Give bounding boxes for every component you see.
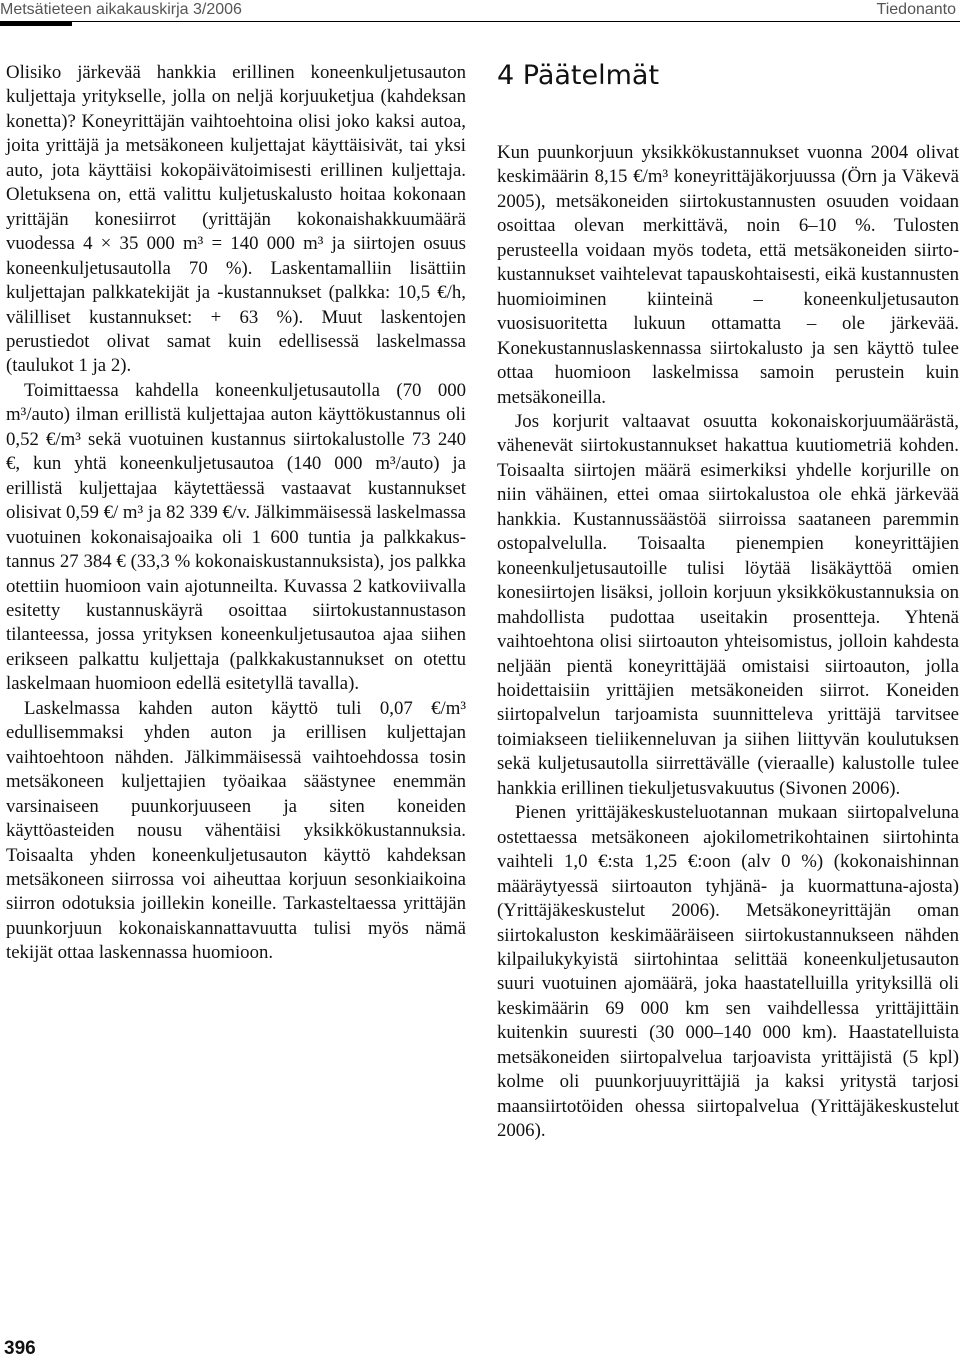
paragraph: Jos korjurit valtaavat osuutta kokonaiskorjuumäärästä, vähenevät siirtokustannukset hakattua kuutiometriä kohden. Toisaalta siirtojen määrä esimerkiksi yhdelle korjurille on niin vähäinen, ettei omaa siirtokalustoa ole ehkä järkevää hankkia. Kustannussäästöä siirroissa saataneen paremmin ostopalvelulla. Toisaalta pienempien koneyrittäjien koneenkuljetusautoille tulisi löytää lisäkäyttöä omien konesiirtojen lisäksi, jolloin korjuun yksikkökustannuksia on mahdollista pudottaa useitakin prosentteja. Yhtenä vaihtoehtona olisi siirtoauton yhteisomistus, jolloin kahdesta neljään pientä koneyrittäjää omistaisi siirtoauton, jolla hoidettaisiin yrittäjien metsäkoneiden siirrot. Koneiden siirtopalvelun tarjoamista suunnitteleva yrittäjä tarvitsee toimiakseen tieliikenneluvan ja siihen liittyvän koulutuksen sekä kuljetusautolla siirrettävälle (vieraalle) kalustolle tulee hankkia erillinen tiekuljetusvakuutus (Sivonen 2006). [497,410,959,799]
paragraph: Kun puunkorjuun yksikkökustannukset vuonna 2004 olivat keskimäärin 8,15 €/m³ koneyrittäjäkorjuussa (Örn ja Väkevä 2005), metsäkoneiden siirtokustannusten osuuden voidaan osoittaa olevan merkittävä, noin 6–10 %. Tulosten perusteella voidaan myös todeta, että metsäkoneiden siirtokustannukset vaihtelevat tapauskohtaisesti, eikä kustannusten huomioiminen kiinteinä – koneenkuljetusauton vuosisuoritetta lukuun ottamatta – ole järkevää. Konekustannuslaskennassa siirtokalusto ja sen käyttö tulee ottaa huomioon laskelmissa samoin perustein kuin metsäkoneilla. [497,142,959,408]
header-rule-accent [0,21,72,26]
section-heading: 4 Päätelmät [497,60,660,91]
right-column [497,141,959,1144]
paragraph: Olisiko järkevää hankkia erillinen koneenkuljetusauton kuljettaja yritykselle, jolla on neljä korjuuketjua (kahdeksan konetta)? Koneyrittäjän vaihtoehtoina olisi joko kaksi autoa, joita yrittäjä ja metsäkoneen kuljettajat käyttäisivät, tai yksi auto, jota käyttäisi kokopäivätoimisesti erillinen kuljettaja. Oletuksena on, että valittu kuljetuskalusto hoitaa kokonaan yrittäjän konesiirrot (yrittäjän kokonaishakkuumäärä vuodessa 4 × 35 000 m³ = 140 000 m³ ja siirtojen osuus koneenkuljetusautolla 70 %). Laskentamalliin lisättiin kuljettajan palkkatekijät ja -kustannukset (palkka: 10,5 €/h, välilliset kustannukset: + 63 %). Muut laskentojen perustiedot olivat samat kuin edellisessä laskelmassa (taulukot 1 ja 2). [6,62,466,377]
page-header [0,0,960,22]
paragraph: Laskelmassa kahden auton käyttö tuli 0,07 €/m³ edullisemmaksi yhden auton ja erillisen kuljettajan vaihtoehtoon nähden. Jälkimmäisessä vaihtoehdossa tosin metsäkoneen kuljettajien työaikaa säästynee enemmän varsinaiseen puunkorjuuseen ja siten koneiden käyttöasteiden nousu vähentäisi yksikkökustannuksia. Toisaalta yhden koneenkuljetusauton käyttö kahdeksan metsäkoneen siirrossa voi aiheuttaa korjuun sesonkiaikoina siirron odotuksia joillekin koneille. Tarkasteltaessa yrittäjän puunkorjuun kokonaiskannattavuutta tulisi myös nämä tekijät ottaa laskennassa huomioon. [6,697,466,964]
section-label: Tiedonanto [876,1,956,18]
paragraph: Pienen yrittäjäkeskusteluotannan mukaan siirtopalveluna ostettaessa metsäkoneen ajokilometrikohtainen siirtohinta vaihteli 1,0 €:sta 1,25 €:oon (alv 0 %) (kokonaishinnan määräytyessä siirtoauton tyhjänä- ja kuormattuna-ajosta) (Yrittäjäkeskustelut 2006). Metsäkoneyrittäjän oman siirtokaluston keskimääräiseen siirtokustannukseen nähden kilpailukykyistä siirtohintaa selittää koneenkuljetusauton suuri vuotuinen ajomäärä, joka haastatelluilla yrityksillä oli keskimäärin 69 000 km sen vaihdellessa yrittäjittäin kuitenkin suuresti (30 000–140 000 km). Haastatelluista metsäkoneiden siirtopalvelua tarjoavista yrittäjistä (5 kpl) kolme oli puunkorjuuyrittäjiä ja kaksi yritystä tarjosi maansiirtotöiden ohessa siirtopalvelua (Yrittäjäkeskustelut 2006). [497,802,959,1142]
page-number: 396 [4,1338,36,1359]
journal-title: Metsätieteen aikakauskirja 3/2006 [0,1,242,18]
header-rule [0,21,960,22]
left-column [6,61,466,966]
paragraph: Toimittaessa kahdella koneenkuljetusautolla (70 000 m³/auto) ilman erillistä kuljettajaa auton käyttökustannus oli 0,52 €/m³ sekä vuotuinen kustannus siirtokalustolle 73 240 €, kun yhtä koneenkuljetusautoa (140 000 m³/auto) ja erillistä kuljettajaa käytettäessä vastaavat kustannukset olisivat 0,59 €/ m³ ja 82 339 €/v. Jälkimmäisessä laskelmassa vuotuinen kokonaisajoaika oli 1 600 tuntia ja palkkakustannus 27 384 € (33,3 % kokonaiskustannuksista), jos palkka otettiin huomioon vain ajotunneilta. Kuvassa 2 katkoviivalla esitetty kustannuskäyrä osoittaa siirtokustannustason tilanteessa, jossa yrityksen koneenkuljetusautoa ajaa siihen erikseen palkattu kuljettaja (palkkakustannukset on otettu laskelmaan huomioon edellä esitetyllä tavalla). [6,379,466,695]
